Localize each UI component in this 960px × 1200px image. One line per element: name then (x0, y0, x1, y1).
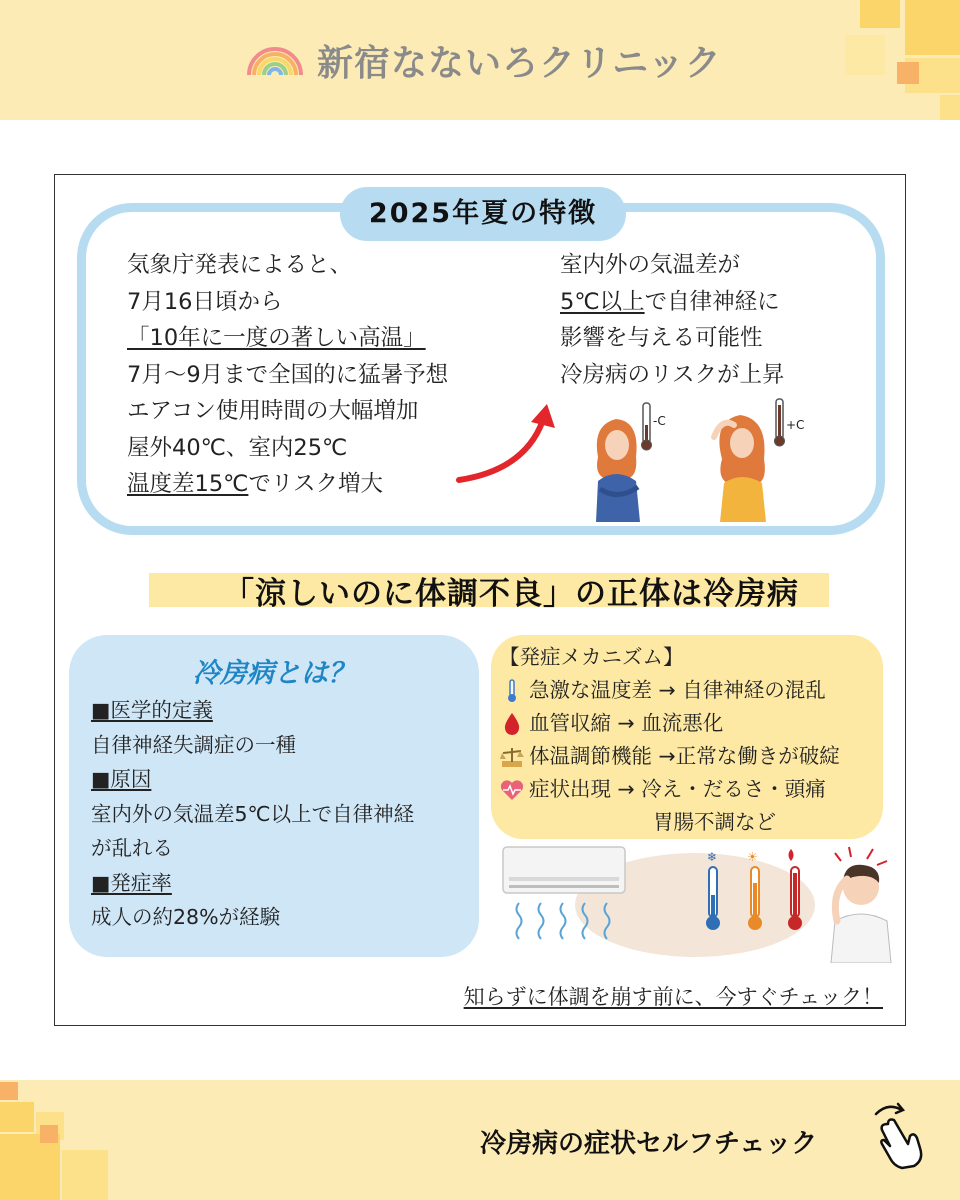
hot-woman-icon (714, 415, 766, 522)
decor-square (0, 1102, 34, 1132)
five-degree-rest: で自律神経に (644, 288, 780, 315)
decor-square (940, 95, 960, 120)
cause-text: が乱れる (91, 836, 173, 860)
five-degree-underlined: 5℃以上 (560, 288, 645, 315)
main-frame (54, 174, 906, 1026)
heartbeat-icon (499, 777, 525, 803)
shivering-woman-icon (596, 419, 640, 522)
svg-text:☀: ☀ (747, 850, 758, 864)
mechanism-continuation: 胃腸不調など (653, 810, 776, 834)
decor-square (860, 0, 900, 28)
decor-square (40, 1125, 58, 1143)
incidence-heading: ■発症率 (91, 870, 172, 895)
mechanism-body (499, 641, 840, 839)
summer-left-text (127, 247, 448, 503)
definition-body (91, 693, 414, 935)
summer-line-highlight: 「10年に一度の著しい高温」 (127, 325, 426, 351)
mechanism-text: 体温調節機能 →正常な働きが破綻 (529, 744, 840, 768)
decor-square (0, 1082, 18, 1100)
hot-thermometer-icon (775, 399, 785, 446)
mechanism-row (499, 674, 840, 707)
air-conditioner-icon (503, 847, 625, 893)
summer-line: 7月～9月まで全国的に猛暑予想 (127, 361, 449, 388)
red-arrow-icon (455, 400, 565, 490)
self-check-link[interactable]: 冷房病の症状セルフチェック (480, 1129, 818, 1159)
definition-title: 冷房病とは？ (193, 658, 355, 689)
summer-line: 冷房病のリスクが上昇 (560, 361, 785, 388)
decor-square (845, 35, 885, 75)
summer-line (127, 466, 448, 503)
cold-thermometer-icon (642, 403, 652, 450)
summer-line: 影響を与える可能性 (560, 325, 763, 351)
svg-text:❄: ❄ (707, 850, 718, 864)
summer-line: 屋外40℃、室内25℃ (127, 434, 348, 461)
mechanism-text: 症状出現 → 冷え・だるさ・頭痛 (529, 777, 826, 801)
mechanism-row (499, 707, 840, 740)
pointing-hand-icon[interactable] (868, 1100, 938, 1170)
mechanism-row (499, 740, 840, 773)
decor-square (0, 1134, 60, 1200)
decor-square (62, 1150, 108, 1200)
temp-diff-underlined: 温度差15℃ (127, 471, 249, 497)
summer-line: 7月16日頃から (127, 288, 283, 315)
definition-box (69, 635, 479, 957)
hot-label: +C (786, 418, 805, 432)
summer-right-text (560, 247, 785, 393)
cold-label: -C (653, 414, 666, 428)
thermometer-icon (499, 678, 525, 704)
balance-scale-icon (499, 744, 525, 770)
mechanism-text: 急激な温度差 → 自律神経の混乱 (529, 678, 826, 702)
decor-square (905, 0, 960, 55)
decor-square (897, 62, 919, 84)
incidence-text: 成人の約28%が経験 (91, 905, 281, 929)
cause-heading: ■原因 (91, 767, 152, 791)
summer-title: 2025年夏の特徴 (340, 187, 626, 241)
rainbow-logo-icon (245, 41, 305, 81)
blood-drop-icon (499, 711, 525, 737)
temp-diff-rest: でリスク増大 (248, 471, 383, 497)
mechanism-text: 血管収縮 → 血流悪化 (529, 711, 724, 735)
cause-text: 室内外の気温差5℃以上で自律神経 (91, 801, 415, 826)
summer-line: エアコン使用時間の大幅増加 (127, 398, 419, 424)
clinic-logo (245, 35, 722, 86)
headline: 「涼しいのに体調不良」の正体は冷房病 (223, 576, 799, 612)
summer-line: 室内外の気温差が (560, 252, 741, 278)
check-now-link[interactable]: 知らずに体調を崩す前に、今すぐチェック！ (463, 985, 883, 1009)
air-conditioner-illustration (495, 843, 895, 963)
mechanism-title: 【発症メカニズム】 (499, 645, 684, 669)
definition-text: 自律神経失調症の一種 (91, 732, 296, 757)
summer-line: 気象庁発表によると、 (127, 252, 353, 278)
people-illustration (580, 397, 820, 522)
mechanism-box (491, 635, 883, 839)
mechanism-row (499, 773, 840, 806)
headache-man-icon (831, 847, 891, 963)
clinic-name: 新宿なないろクリニック (317, 43, 722, 84)
definition-heading: ■医学的定義 (91, 698, 213, 722)
summer-line (560, 284, 785, 321)
